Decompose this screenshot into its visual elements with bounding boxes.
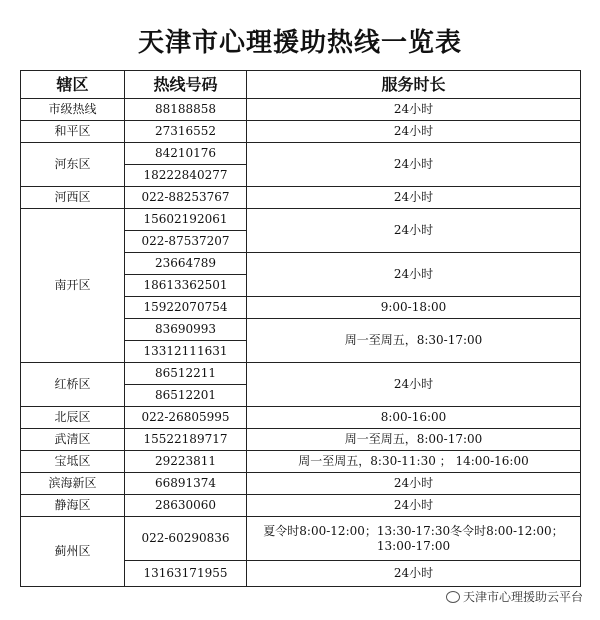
- district-cell: 宝坻区: [21, 451, 125, 473]
- hotline-cell: 83690993: [125, 319, 247, 341]
- hotline-cell: 27316552: [125, 121, 247, 143]
- hotline-cell: 15922070754: [125, 297, 247, 319]
- district-cell: 红桥区: [21, 363, 125, 407]
- district-cell: 蓟州区: [21, 517, 125, 587]
- hotline-cell: 23664789: [125, 253, 247, 275]
- district-cell: 和平区: [21, 121, 125, 143]
- hotline-cell: 18222840277: [125, 165, 247, 187]
- district-cell: 南开区: [21, 209, 125, 363]
- hours-cell: 24小时: [247, 209, 581, 253]
- hours-cell: 24小时: [247, 473, 581, 495]
- hours-cell: 周一至周五，8:30-11:30 ； 14:00-16:00: [247, 451, 581, 473]
- header-district: 辖区: [21, 71, 125, 99]
- hours-cell: 周一至周五，8:30-17:00: [247, 319, 581, 363]
- hours-cell: 9:00-18:00: [247, 297, 581, 319]
- table-row: [21, 473, 581, 495]
- table-row: [21, 99, 581, 121]
- header-service-hours: 服务时长: [247, 71, 581, 99]
- table-row: [21, 363, 581, 385]
- hotline-cell: 86512211: [125, 363, 247, 385]
- table-row: [21, 209, 581, 231]
- table-row: [21, 429, 581, 451]
- hotline-cell: 13163171955: [125, 561, 247, 587]
- hours-cell: 24小时: [247, 363, 581, 407]
- table-row: [21, 407, 581, 429]
- table-row: [21, 451, 581, 473]
- district-cell: 武清区: [21, 429, 125, 451]
- watermark: [443, 587, 586, 606]
- district-cell: 滨海新区: [21, 473, 125, 495]
- hotline-cell: 18613362501: [125, 275, 247, 297]
- watermark-text: 天津市心理援助云平台: [462, 590, 583, 604]
- hours-cell: 24小时: [247, 121, 581, 143]
- hours-cell: 周一至周五，8:00-17:00: [247, 429, 581, 451]
- hotline-cell: 15522189717: [125, 429, 247, 451]
- table-row: [21, 187, 581, 209]
- hotline-table: [20, 70, 581, 587]
- hotline-cell: 84210176: [125, 143, 247, 165]
- hotline-cell: 022-60290836: [125, 517, 247, 561]
- hotline-cell: 86512201: [125, 385, 247, 407]
- hours-cell: 夏令时8:00-12:00；13:30-17:30冬令时8:00-12:00；13:00-17:00: [247, 517, 581, 561]
- table-row: [21, 121, 581, 143]
- district-cell: 河西区: [21, 187, 125, 209]
- district-cell: 河东区: [21, 143, 125, 187]
- hotline-cell: 29223811: [125, 451, 247, 473]
- hotline-cell: 022-26805995: [125, 407, 247, 429]
- hotline-cell: 022-87537207: [125, 231, 247, 253]
- page-title: 天津市心理援助热线一览表: [137, 28, 462, 58]
- hours-cell: 24小时: [247, 253, 581, 297]
- district-cell: 市级热线: [21, 99, 125, 121]
- hotline-cell: 022-88253767: [125, 187, 247, 209]
- hours-cell: 24小时: [247, 99, 581, 121]
- table-row: [21, 143, 581, 165]
- table-row: [21, 517, 581, 561]
- hotline-cell: 28630060: [125, 495, 247, 517]
- hours-cell: 8:00-16:00: [247, 407, 581, 429]
- hours-cell: 24小时: [247, 495, 581, 517]
- hotline-cell: 66891374: [125, 473, 247, 495]
- hotline-cell: 15602192061: [125, 209, 247, 231]
- wechat-icon: [446, 591, 460, 603]
- hours-cell: 24小时: [247, 561, 581, 587]
- hotline-cell: 13312111631: [125, 341, 247, 363]
- district-cell: 静海区: [21, 495, 125, 517]
- table-header-row: [21, 71, 581, 99]
- table-row: [21, 495, 581, 517]
- header-hotline: 热线号码: [125, 71, 247, 99]
- district-cell: 北辰区: [21, 407, 125, 429]
- hotline-cell: 88188858: [125, 99, 247, 121]
- hours-cell: 24小时: [247, 187, 581, 209]
- hours-cell: 24小时: [247, 143, 581, 187]
